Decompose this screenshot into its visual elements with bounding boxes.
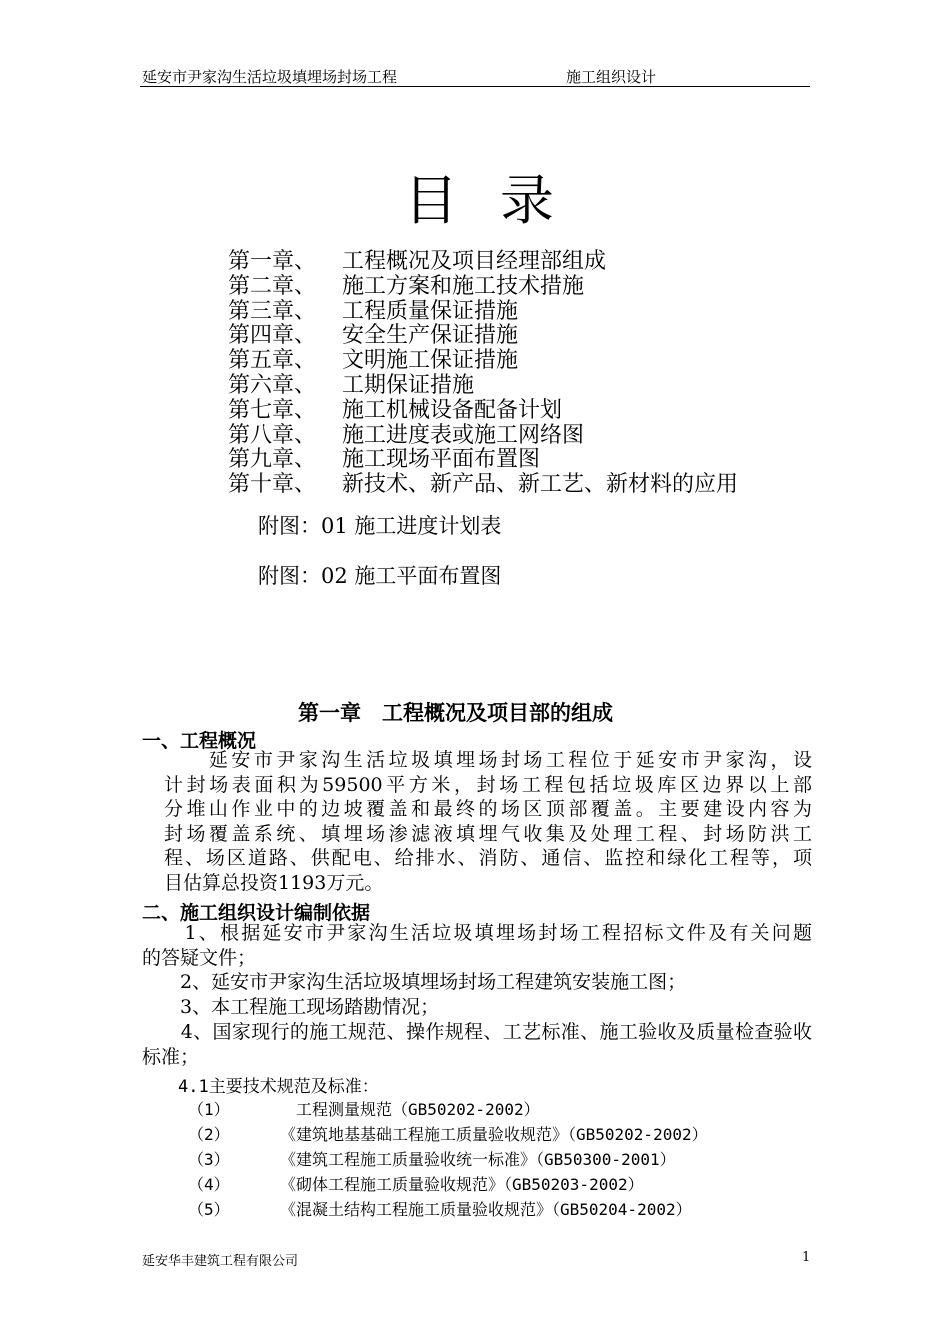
section-heading-overview: 一、工程概况 [142, 730, 257, 752]
section-heading-basis: 二、施工组织设计编制依据 [142, 902, 371, 924]
toc-item[interactable]: 第八章、 施工进度表或施工网络图 [228, 422, 585, 448]
toc-item[interactable]: 第六章、 工期保证措施 [228, 372, 475, 398]
text-line: 分堆山作业中的边坡覆盖和最终的场区顶部覆盖。主要建设内容为 [164, 798, 812, 820]
text-line: 封场覆盖系统、填埋场渗滤液填埋气收集及处理工程、封场防洪工 [164, 822, 812, 845]
header-rule [140, 86, 810, 87]
toc-title: 目录 [404, 169, 596, 232]
standard-item: （5） 《混凝土结构工程施工质量验收规范》（GB50204-2002） [188, 1200, 692, 1219]
header-project-name: 延安市尹家沟生活垃圾填埋场封场工程 [142, 68, 398, 86]
header-document-type: 施工组织设计 [566, 68, 657, 86]
page-number: 1 [802, 1250, 811, 1265]
toc-item[interactable]: 第十章、 新技术、新产品、新工艺、新材料的应用 [228, 472, 739, 498]
overview-paragraph [164, 748, 812, 895]
standard-item: （2） 《建筑地基基础工程施工质量验收规范》（GB50202-2002） [188, 1125, 708, 1144]
text-line: 延安市尹家沟生活垃圾填埋场封场工程位于延安市尹家沟，设 [164, 749, 812, 771]
basis-item: 3、本工程施工现场踏勘情况； [142, 996, 440, 1018]
text-line: 目估算总投资1193万元。 [164, 871, 384, 894]
toc-item[interactable]: 第四章、 安全生产保证措施 [228, 323, 519, 349]
toc-item[interactable]: 第五章、 文明施工保证措施 [228, 348, 519, 374]
standard-item: （4） 《砌体工程施工质量验收规范》（GB50203-2002） [188, 1175, 644, 1194]
appendix-item-schedule[interactable]: 附图：01 施工进度计划表 [258, 514, 502, 538]
toc-item[interactable]: 第三章、 工程质量保证措施 [228, 298, 519, 324]
text-line: 程、场区道路、供配电、给排水、消防、通信、监控和绿化工程等，项 [164, 847, 812, 869]
text-line: 计封场表面积为59500平方米，封场工程包括垃圾库区边界以上部 [164, 773, 812, 796]
standard-item: （1） 工程测量规范（GB50202-2002） [188, 1100, 540, 1119]
toc-item[interactable]: 第一章、 工程概况及项目经理部组成 [228, 249, 607, 274]
basis-item: 1、根据延安市尹家沟生活垃圾填埋场封场工程招标文件及有关问题 的答疑文件； [142, 922, 812, 969]
basis-item: 4、国家现行的施工规范、操作规程、工艺标准、施工验收及质量检查验收 标准； [142, 1021, 812, 1068]
standards-list [188, 1097, 708, 1222]
toc-item[interactable]: 第二章、 施工方案和施工技术措施 [228, 273, 585, 299]
toc-item[interactable]: 第七章、 施工机械设备配备计划 [228, 397, 563, 423]
appendix-item-layout[interactable]: 附图：02 施工平面布置图 [258, 564, 502, 588]
basis-item: 2、延安市尹家沟生活垃圾填埋场封场工程建筑安装施工图； [142, 971, 687, 993]
footer-company: 延安华丰建筑工程有限公司 [142, 1254, 299, 1269]
toc-list [228, 250, 738, 498]
standards-heading: 4.1主要技术规范及标准： [178, 1077, 379, 1097]
toc-item[interactable]: 第九章、 施工现场平面布置图 [228, 447, 541, 473]
chapter-title: 第一章 工程概况及项目部的组成 [298, 701, 613, 725]
standard-item: （3） 《建筑工程施工质量验收统一标准》（GB50300-2001） [188, 1150, 676, 1169]
